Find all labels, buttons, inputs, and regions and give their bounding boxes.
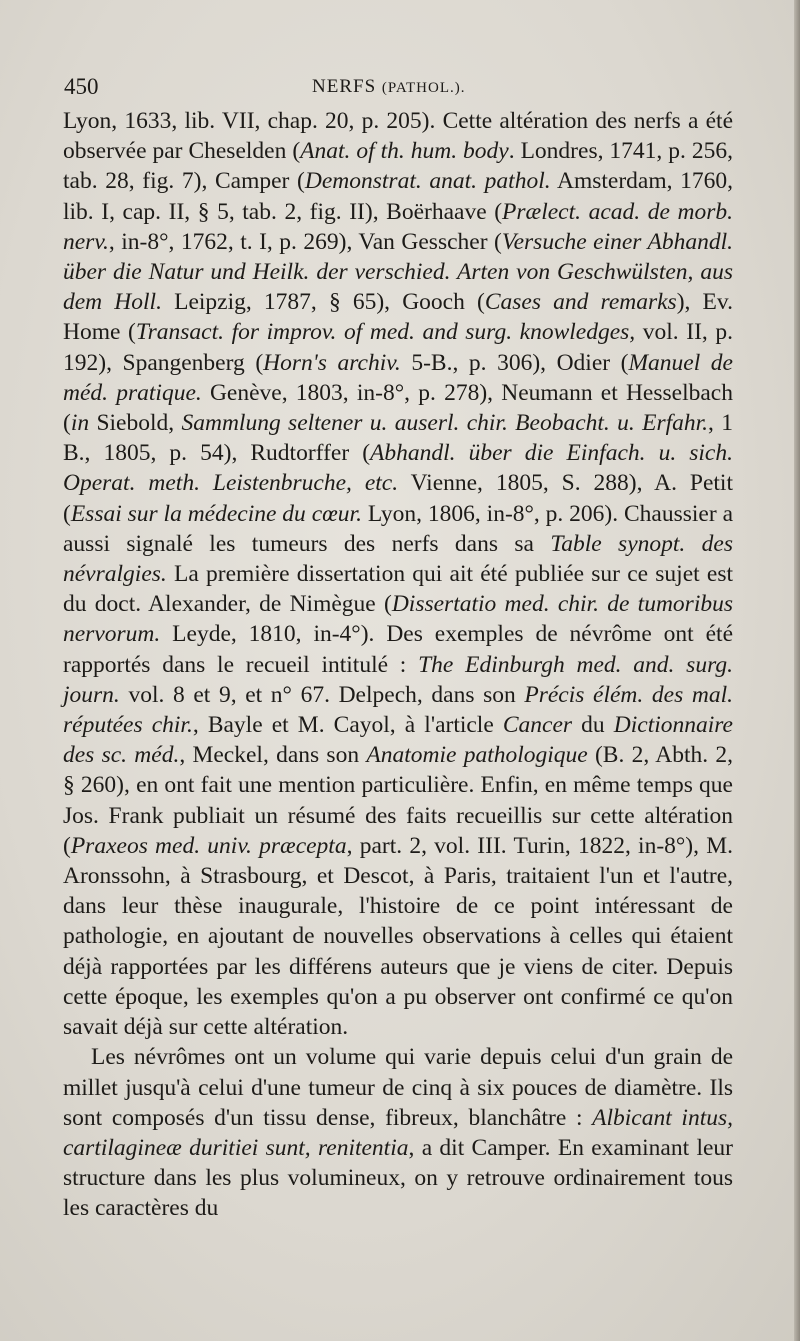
text-segment: , Bayle et M. Cayol, à l'article xyxy=(192,712,503,739)
italic-citation: Table synopt. des névralgies. xyxy=(63,530,733,588)
page-number: 450 xyxy=(64,74,99,99)
page-header xyxy=(64,72,734,106)
italic-citation: Praxeos med. univ. præcepta xyxy=(70,832,347,859)
italic-citation: Dictionnaire des sc. méd. xyxy=(63,712,733,769)
italic-citation: Horn's archiv. xyxy=(263,349,401,376)
text-segment: Les névrômes ont un volume qui varie depuis celui d'un grain de millet jusqu'à celui d'une tumeur de cinq à six pouces de diamètre. Ils sont composés d'un tissu dense, fibreux, blanchâtre : xyxy=(63,1044,733,1131)
text-segment: Lyon, 1633, lib. VII, chap. 20, p. 205). Cette altération des nerfs a été observée par Cheselden ( xyxy=(63,108,733,165)
text-segment: vol. 8 et 9, et n° 67. Delpech, dans son xyxy=(119,681,525,708)
text-segment: du xyxy=(572,712,614,739)
text-segment: , part. 2, vol. III. Turin, 1822, in-8°), M. Aronssohn, à Strasbourg, et Descot, à Paris, traitaient l'un et l'autre, dans leur thèse inaugurale, l'histoire de ce point intéressant de pathologie, en ajoutant de nouvelles observations à celles qui étaient déjà rapportées par les différens auteurs que je viens de citer. Depuis cette époque, les exemples qu'on a pu observer ont confirmé ce qu'on savait déjà sur cette altération. xyxy=(63,832,733,1041)
text-segment: Vienne, 1805, S. 288), A. Petit ( xyxy=(63,470,733,527)
italic-citation: Cancer xyxy=(502,712,573,739)
italic-citation: Versuche einer Abhandl. über die Natur und Heilk. der verschied. Arten von Geschwülsten, aus dem Holl. xyxy=(63,228,734,316)
running-head xyxy=(312,76,466,98)
italic-citation: Cases and remarks xyxy=(484,289,677,316)
running-head-subtitle: (PATHOL.). xyxy=(381,80,466,96)
body-text xyxy=(63,106,733,1224)
text-segment: , in-8°, 1762, t. I, p. 269), Van Gesscher ( xyxy=(108,228,502,255)
italic-citation: in xyxy=(70,410,90,437)
text-segment: , Meckel, dans son xyxy=(179,742,367,769)
italic-citation: The Edinburgh med. and. surg. journ. xyxy=(63,651,733,708)
italic-citation: Prælect. acad. de morb. nerv. xyxy=(63,198,733,255)
italic-citation: Albicant intus, cartilagineæ duritiei sunt, renitentia xyxy=(63,1104,733,1161)
italic-citation: Demonstrat. anat. pathol. xyxy=(304,168,551,195)
text-segment: vol. II, p. 192), Spangenberg ( xyxy=(63,319,733,376)
italic-citation: Anatomie pathologique xyxy=(366,742,588,769)
text-segment: Leyde, 1810, in-4°). Des exemples de névrôme ont été rapportés dans le recueil intitulé : xyxy=(63,621,733,678)
text-segment: (B. 2, Abth. 2, § 260), en ont fait une mention particulière. Enfin, en même temps que Jos. Frank publiait un résumé des faits recueillis sur cette altération ( xyxy=(63,742,733,859)
italic-citation: Manuel de méd. pratique. xyxy=(63,349,733,406)
italic-citation: Transact. for improv. of med. and surg. knowledges, xyxy=(135,319,636,346)
running-head-title: NERFS xyxy=(312,76,377,97)
text-segment: 5-B., p. 306), Odier ( xyxy=(400,349,629,376)
text-segment: Siebold, xyxy=(89,410,182,437)
text-segment: Amsterdam, 1760, lib. I, cap. II, § 5, tab. 2, fig. II), Boërhaave ( xyxy=(63,168,734,225)
italic-citation: Dissertatio med. chir. de tumoribus nervorum. xyxy=(63,591,733,648)
text-segment: . Londres, 1741, p. 256, tab. 28, fig. 7), Camper ( xyxy=(63,138,733,195)
text-segment: , a dit Camper. En examinant leur structure dans les plus volumineux, on y retrouve ordinairement tous les caractères du xyxy=(63,1134,733,1222)
paragraph-1 xyxy=(63,106,733,1042)
text-segment: , 1 B., 1805, p. 54), Rudtorffer ( xyxy=(63,410,734,467)
italic-citation: Précis élém. des mal. réputées chir. xyxy=(63,681,733,739)
text-segment: Genève, 1803, in-8°, p. 278), Neumann et Hesselbach ( xyxy=(63,379,733,437)
text-segment: Leipzig, 1787, § 65), Gooch ( xyxy=(161,289,485,316)
text-segment: La première dissertation qui ait été publiée sur ce sujet est du doct. Alexander, de Nimègue ( xyxy=(63,561,733,618)
italic-citation: Anat. of th. hum. body xyxy=(300,138,509,165)
text-segment: Lyon, 1806, in-8°, p. 206). Chaussier a aussi signalé les tumeurs des nerfs dans sa xyxy=(63,500,733,557)
page-edge-shadow xyxy=(794,0,800,1341)
text-segment: ), Ev. Home ( xyxy=(63,289,734,346)
paragraph-2 xyxy=(63,1042,733,1223)
italic-citation: Essai sur la médecine du cœur. xyxy=(70,500,362,527)
italic-citation: Sammlung seltener u. auserl. chir. Beobacht. u. Erfahr. xyxy=(181,410,709,437)
italic-citation: Abhandl. über die Einfach. u. sich. Operat. meth. Leistenbruche, etc. xyxy=(63,440,733,497)
